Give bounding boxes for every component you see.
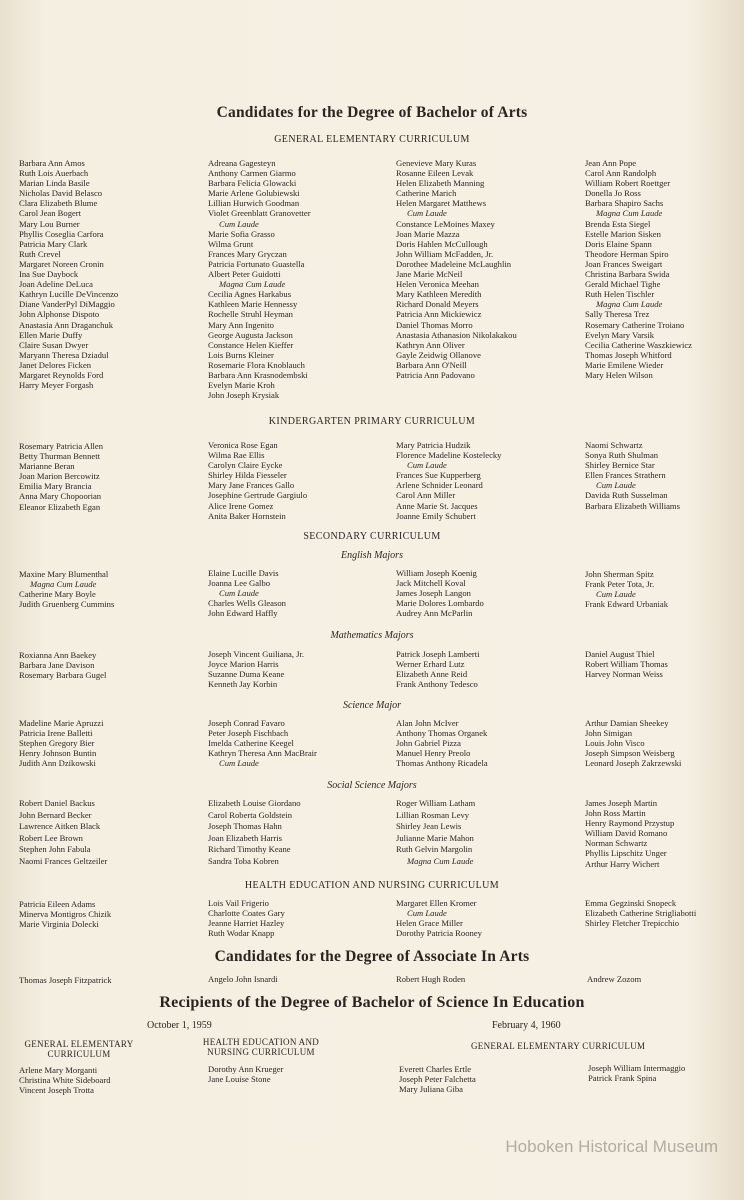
- honors-note: Magna Cum Laude: [30, 579, 97, 590]
- graduate-name: Wilma Rae Ellis: [208, 450, 265, 461]
- graduate-name: Anita Baker Hornstein: [208, 510, 286, 521]
- list-english-col2: [208, 568, 286, 618]
- list-english-col3: [396, 568, 484, 618]
- graduate-name: Barbara Shapiro Sachs: [585, 198, 664, 209]
- graduate-name: Madeline Marie Apruzzi: [19, 718, 104, 728]
- graduate-name: Thomas Anthony Ricadela: [396, 758, 488, 769]
- graduate-name: Sally Theresa Trez: [585, 309, 650, 320]
- graduate-name: Henry Johnson Buntin: [19, 748, 97, 759]
- graduate-name: John William McFadden, Jr.: [396, 248, 494, 259]
- heading-health-nursing: HEALTH EDUCATION AND NURSING CURRICULUM: [244, 880, 500, 891]
- honors-note: Cum Laude: [407, 208, 447, 219]
- heading-science-major: Science Major: [342, 700, 402, 711]
- list-general-elementary-col2: [208, 158, 311, 400]
- graduate-name: Mary Kathleen Meredith: [396, 289, 482, 300]
- bs-heading-health-nursing-line2: NURSING CURRICULUM: [207, 1047, 315, 1057]
- list-kindergarten-col4: [585, 440, 680, 511]
- graduate-name: Shirley Fletcher Trepicchio: [585, 918, 680, 929]
- graduate-name: Rosemarie Flora Knoblauch: [208, 359, 305, 370]
- graduate-name: Joseph Vincent Guiliana, Jr.: [208, 649, 304, 659]
- graduate-name: Carolyn Claire Eycke: [208, 460, 283, 471]
- graduate-name: Julianne Marie Mahon: [396, 832, 474, 843]
- list-math-col2: [208, 649, 304, 689]
- graduate-name: Vincent Joseph Trotta: [19, 1085, 94, 1096]
- graduate-name: Arthur Damian Sheekey: [585, 718, 669, 728]
- graduate-name: Lillian Hurwich Goodman: [208, 198, 300, 209]
- graduate-name: Joseph William Intermaggio: [588, 1063, 686, 1073]
- graduate-name: Jeanne Harriet Hazley: [208, 918, 285, 929]
- graduate-name: Patrick Joseph Lamberti: [396, 649, 480, 659]
- graduate-name: Alice Irene Gomez: [208, 500, 274, 511]
- list-social-col4: [585, 798, 674, 869]
- graduate-name: Arlene Schnider Leonard: [396, 480, 483, 491]
- graduate-name: Harvey Norman Weiss: [585, 669, 663, 680]
- graduate-name: Estelle Marion Sisken: [585, 228, 661, 239]
- graduate-name: Emma Gegzinski Snopeck: [585, 898, 677, 908]
- graduate-name: Ruth Gelvin Margolin: [396, 844, 473, 855]
- graduate-name: Emilia Mary Brancia: [19, 481, 92, 492]
- graduate-name: Constance Helen Kieffer: [208, 339, 294, 350]
- graduate-name: Joan Frances Sweigart: [585, 258, 663, 269]
- heading-social-science-majors: Social Science Majors: [327, 780, 417, 791]
- graduate-name: William David Romano: [585, 828, 668, 839]
- list-science-col3: [396, 718, 488, 768]
- associate-name-2: Angelo John Isnardi: [208, 974, 278, 984]
- graduate-name: Wilma Grunt: [208, 238, 254, 249]
- graduate-name: Barbara Elizabeth Williams: [585, 500, 680, 511]
- honors-note: Magna Cum Laude: [407, 855, 474, 866]
- list-bs-col3: [399, 1064, 476, 1094]
- graduate-name: Doris Elaine Spann: [585, 238, 652, 249]
- bs-heading-general-elementary-line2: CURRICULUM: [47, 1049, 111, 1059]
- graduate-name: Kathleen Marie Hennessy: [208, 299, 298, 310]
- graduate-name: Helen Grace Miller: [396, 918, 463, 929]
- bs-heading-general-elementary-feb: GENERAL ELEMENTARY CURRICULUM: [471, 1041, 646, 1051]
- heading-secondary: SECONDARY CURRICULUM: [303, 531, 441, 542]
- graduate-name: Gerald Michael Tighe: [585, 279, 661, 290]
- graduate-name: Anastasia Athanasion Nikolakakou: [396, 329, 517, 340]
- graduate-name: Shirley Jean Lewis: [396, 821, 462, 832]
- graduate-name: Thomas Joseph Whitford: [585, 349, 672, 360]
- date-february-1960: February 4, 1960: [492, 1020, 561, 1031]
- graduate-name: George Augusta Jackson: [208, 329, 293, 340]
- associate-name-1: Thomas Joseph Fitzpatrick: [19, 975, 112, 985]
- list-health-col3: [396, 898, 482, 938]
- graduate-name: Adreana Gagesteyn: [208, 158, 276, 168]
- list-bs-col4: [588, 1063, 685, 1083]
- list-health-col1: [19, 899, 111, 929]
- graduate-name: Robert Daniel Backus: [19, 798, 95, 808]
- bs-heading-health-nursing-line1: HEALTH EDUCATION AND: [202, 1037, 320, 1047]
- graduate-name: Frank Edward Urbaniak: [585, 599, 669, 610]
- graduate-name: Elizabeth Louise Giordano: [208, 798, 301, 808]
- associate-name-3: Robert Hugh Roden: [396, 974, 466, 984]
- graduate-name: Joseph Thomas Hahn: [208, 821, 282, 832]
- watermark: Hoboken Historical Museum: [505, 1137, 718, 1156]
- graduate-name: Cecilia Agnes Harkabus: [208, 289, 292, 300]
- list-bs-col2: [208, 1064, 283, 1084]
- date-october-1959: October 1, 1959: [147, 1020, 212, 1031]
- graduate-name: Naomi Schwartz: [585, 440, 643, 450]
- honors-note: Cum Laude: [219, 758, 259, 769]
- graduate-name: Richard Donald Meyers: [396, 299, 479, 310]
- graduate-name: Joan Marion Bercowitz: [19, 471, 100, 482]
- graduate-name: Lois Burns Kleiner: [208, 349, 274, 360]
- graduate-name: Patricia Ann Mickiewicz: [396, 309, 482, 320]
- graduate-name: Leonard Joseph Zakrzewski: [585, 758, 682, 769]
- graduate-name: Mary Helen Wilson: [585, 369, 653, 380]
- graduate-name: Patricia Irene Balletti: [19, 728, 93, 739]
- graduate-name: Lawrence Aitken Black: [19, 821, 101, 832]
- graduate-name: Gayle Zeidwig Ollanove: [396, 349, 481, 360]
- graduate-name: Jane Louise Stone: [208, 1074, 271, 1085]
- graduate-name: John Gabriel Pizza: [396, 738, 461, 749]
- graduate-name: Phyllis Lipschitz Unger: [585, 848, 667, 859]
- graduate-name: Theodore Herman Spiro: [585, 248, 669, 259]
- graduate-name: John Edward Haffly: [208, 608, 278, 619]
- graduate-name: James Joseph Langon: [396, 588, 471, 599]
- associate-name-4: Andrew Zozom: [587, 974, 642, 984]
- graduate-name: Patrick Frank Spina: [588, 1073, 657, 1084]
- title-bachelor-of-arts: Candidates for the Degree of Bachelor of Arts: [216, 104, 528, 121]
- graduate-name: Robert Lee Brown: [19, 832, 83, 843]
- graduate-name: Patricia Mary Clark: [19, 238, 88, 249]
- graduate-name: Minerva Montigros Chizik: [19, 909, 112, 920]
- list-math-col1: [19, 650, 106, 680]
- graduate-name: John Joseph Krysiak: [208, 390, 280, 401]
- graduate-name: Joanne Emily Schubert: [396, 510, 476, 521]
- graduate-name: Carol Jean Bogert: [19, 208, 82, 219]
- graduate-name: Jean Ann Pope: [585, 158, 637, 168]
- graduate-name: Ruth Crevel: [19, 248, 61, 259]
- graduate-name: Barbara Felicia Glowacki: [208, 178, 297, 189]
- graduate-name: Roger William Latham: [396, 798, 476, 808]
- graduate-name: Frank Peter Tota, Jr.: [585, 579, 655, 590]
- title-associate-in-arts: Candidates for the Degree of Associate In Arts: [214, 948, 530, 965]
- graduate-name: Norman Schwartz: [585, 838, 648, 849]
- title-bachelor-of-science: Recipients of the Degree of Bachelor of Science In Education: [159, 994, 585, 1011]
- bs-heading-general-elementary-line1: GENERAL ELEMENTARY: [24, 1039, 134, 1049]
- graduate-name: Daniel Thomas Morro: [396, 319, 473, 330]
- honors-note: Cum Laude: [219, 588, 259, 599]
- graduate-name: Marie Sofia Grasso: [208, 228, 275, 239]
- list-health-col4: [585, 898, 696, 928]
- graduate-name: Helen Margaret Matthews: [396, 198, 487, 209]
- graduate-name: Patricia Ann Padovano: [396, 369, 475, 380]
- list-kindergarten-col3: [396, 440, 501, 521]
- graduate-name: Helen Elizabeth Manning: [396, 178, 485, 189]
- graduate-name: Kathryn Ann Oliver: [396, 339, 465, 350]
- graduate-name: Margaret Ellen Kromer: [396, 898, 477, 908]
- graduate-name: Evelyn Mary Varsik: [585, 329, 655, 340]
- graduate-name: Dorothee Madeleine McLaughlin: [396, 258, 512, 269]
- graduate-name: Nicholas David Belasco: [19, 188, 103, 199]
- graduate-name: Sonya Ruth Shulman: [585, 450, 659, 461]
- graduate-name: Diane VanderPyl DiMaggio: [19, 299, 115, 310]
- graduate-name: Kathryn Theresa Ann MacBrair: [208, 748, 317, 759]
- graduate-name: Marie Arlene Golubiewski: [208, 188, 300, 199]
- graduate-name: John Simigan: [585, 728, 633, 739]
- graduate-name: Claire Susan Dwyer: [19, 339, 89, 350]
- list-science-col1: [19, 718, 103, 768]
- list-general-elementary-col1: [19, 158, 118, 390]
- graduate-name: Roxianna Ann Baekey: [19, 650, 97, 660]
- graduate-name: Marie Virginia Dolecki: [19, 919, 99, 930]
- honors-note: Magna Cum Laude: [596, 208, 663, 219]
- bs-heading-health-nursing: [196, 1037, 326, 1057]
- graduate-name: Jack Mitchell Koval: [396, 578, 466, 589]
- heading-mathematics-majors: Mathematics Majors: [330, 630, 414, 641]
- graduate-name: Patricia Eileen Adams: [19, 899, 96, 909]
- graduate-name: Frances Sue Kupperberg: [396, 470, 481, 481]
- list-bs-col1: [19, 1065, 111, 1095]
- graduate-name: Albert Peter Guidotti: [208, 269, 281, 280]
- graduate-name: Jane Marie McNeil: [396, 269, 463, 280]
- graduate-name: Margaret Noreen Cronin: [19, 258, 104, 269]
- graduate-name: Daniel August Thiel: [585, 649, 655, 659]
- list-math-col4: [585, 649, 668, 679]
- heading-kindergarten: KINDERGARTEN PRIMARY CURRICULUM: [268, 416, 476, 427]
- graduate-name: Werner Erhard Lutz: [396, 659, 465, 670]
- graduate-name: Carol Ann Randolph: [585, 168, 657, 179]
- graduate-name: Anna Mary Chopoorian: [19, 491, 102, 502]
- list-social-col1: [19, 798, 107, 868]
- graduate-name: Doris Hahlen McCullough: [396, 238, 488, 249]
- graduate-name: Judith Gruenberg Cummins: [19, 599, 115, 610]
- graduate-name: Elizabeth Catherine Strigliabotti: [585, 908, 697, 919]
- graduate-name: Eleanor Elizabeth Egan: [19, 501, 101, 512]
- graduate-name: James Joseph Martin: [585, 798, 658, 808]
- list-social-col2: [208, 798, 301, 868]
- graduate-name: Mary Ann Ingenito: [208, 319, 274, 330]
- list-health-col2: [208, 898, 285, 938]
- graduate-name: Rosemary Barbara Gugel: [19, 670, 107, 681]
- graduate-name: Charlotte Coates Gary: [208, 908, 285, 919]
- graduate-name: Christina White Sideboard: [19, 1075, 111, 1086]
- graduate-name: Manuel Henry Preolo: [396, 748, 471, 759]
- graduate-name: Joseph Peter Falchetta: [399, 1074, 476, 1085]
- graduate-name: Judith Ann Dzikowski: [19, 758, 96, 769]
- list-general-elementary-col4: [585, 158, 692, 380]
- graduate-name: Genevieve Mary Kuras: [396, 158, 477, 168]
- graduate-name: Florence Madeline Kostelecky: [396, 450, 502, 461]
- graduate-name: Patricia Fortunato Guastella: [208, 258, 305, 269]
- graduate-name: Christina Barbara Swida: [585, 269, 670, 280]
- graduate-name: Ruth Wodar Knapp: [208, 928, 275, 939]
- honors-note: Magna Cum Laude: [219, 279, 286, 290]
- graduate-name: Veronica Rose Egan: [208, 440, 278, 450]
- graduate-name: Dorothy Patricia Rooney: [396, 928, 482, 939]
- graduate-name: Frank Anthony Tedesco: [396, 679, 478, 690]
- graduate-name: Barbara Jane Davison: [19, 660, 95, 671]
- graduate-name: Maxine Mary Blumenthal: [19, 569, 109, 579]
- graduate-name: Imelda Catherine Keegel: [208, 738, 294, 749]
- graduate-name: Marie Emilene Wieder: [585, 359, 664, 370]
- graduate-name: William Joseph Koenig: [396, 568, 477, 578]
- list-science-col4: [585, 718, 681, 768]
- graduate-name: Sandra Toba Kobren: [208, 855, 279, 866]
- graduate-name: Suzanne Duma Keane: [208, 669, 285, 680]
- graduate-name: Catherine Mary Boyle: [19, 589, 96, 600]
- graduate-name: Mary Lou Burner: [19, 218, 80, 229]
- graduate-name: John Alphonse Dispoto: [19, 309, 100, 320]
- graduate-name: Henry Raymond Przystup: [585, 818, 675, 829]
- graduate-name: Constance LeMoines Maxey: [396, 218, 495, 229]
- honors-note: Cum Laude: [219, 218, 259, 229]
- graduate-name: Peter Joseph Fischbach: [208, 728, 289, 739]
- honors-note: Cum Laude: [407, 908, 447, 919]
- graduate-name: Joseph Simpson Weisberg: [585, 748, 675, 759]
- graduate-name: Joyce Marion Harris: [208, 659, 279, 670]
- graduate-name: Anthony Carmen Giarmo: [208, 168, 296, 179]
- graduate-name: Violet Greenblatt Granovetter: [208, 208, 311, 219]
- list-english-col4: [585, 569, 668, 609]
- list-social-col3: [396, 798, 475, 868]
- graduate-name: Rosemary Catherine Troiano: [585, 319, 685, 330]
- graduate-name: Anastasia Ann Draganchuk: [19, 319, 114, 330]
- list-science-col2: [208, 718, 317, 768]
- graduate-name: Everett Charles Ertle: [399, 1064, 472, 1074]
- graduate-name: Brenda Esta Siegel: [585, 218, 651, 229]
- graduate-name: Davida Ruth Susselman: [585, 490, 668, 501]
- honors-note: Cum Laude: [407, 460, 447, 471]
- graduate-name: Ellen Frances Strathern: [585, 470, 666, 481]
- graduate-name: Richard Timothy Keane: [208, 844, 291, 855]
- list-english-col1: [19, 569, 114, 609]
- graduate-name: Shirley Bernice Star: [585, 460, 655, 471]
- graduate-name: John Ross Martin: [585, 808, 646, 819]
- graduate-name: Catherine Marich: [396, 188, 457, 199]
- graduate-name: Marian Linda Basile: [19, 178, 90, 189]
- graduate-name: Naomi Frances Geltzeiler: [19, 855, 108, 866]
- graduate-name: Kathryn Lucille DeVincenzo: [19, 289, 119, 300]
- graduate-name: Stephen John Fabula: [19, 844, 91, 855]
- graduate-name: Cecilia Catherine Waszkiewicz: [585, 339, 693, 350]
- graduate-name: Charles Wells Gleason: [208, 598, 286, 609]
- graduate-name: Harry Meyer Forgash: [19, 380, 94, 391]
- graduate-name: Ina Sue Daybock: [19, 269, 79, 280]
- graduate-name: Barbara Ann Amos: [19, 158, 85, 168]
- graduate-name: Mary Jane Frances Gallo: [208, 480, 295, 491]
- honors-note: Magna Cum Laude: [596, 299, 663, 310]
- graduate-name: Alan John McIver: [396, 718, 459, 728]
- graduate-name: Robert William Thomas: [585, 659, 668, 670]
- honors-note: Cum Laude: [596, 480, 636, 491]
- graduate-name: Donella Jo Ross: [585, 188, 641, 199]
- graduate-name: Barbara Ann O'Neill: [396, 359, 467, 370]
- list-math-col3: [396, 649, 480, 689]
- graduate-name: Rosemary Patricia Allen: [19, 441, 104, 451]
- graduate-name: Joanna Lee Galbo: [208, 578, 271, 589]
- graduate-name: Marie Dolores Lombardo: [396, 598, 484, 609]
- graduate-name: Elaine Lucille Davis: [208, 568, 279, 578]
- graduate-name: Elizabeth Anne Reid: [396, 669, 468, 680]
- graduate-name: Louis John Visco: [585, 738, 645, 749]
- graduate-name: Ellen Marie Duffy: [19, 329, 83, 340]
- graduate-name: Frances Mary Gryczan: [208, 248, 287, 259]
- list-general-elementary-col3: [396, 158, 517, 380]
- graduate-name: Janet Delores Ficken: [19, 359, 92, 370]
- graduate-name: Arlene Mary Morganti: [19, 1065, 98, 1075]
- graduate-name: Maryann Theresa Dziadul: [19, 349, 109, 360]
- graduate-name: Betty Thurman Bennett: [19, 451, 100, 462]
- graduate-name: Helen Veronica Meehan: [396, 279, 479, 290]
- list-kindergarten-col1: [19, 441, 103, 512]
- graduate-name: Margaret Reynolds Ford: [19, 369, 104, 380]
- bs-heading-general-elementary: [19, 1039, 139, 1059]
- graduate-name: William Robert Roettger: [585, 178, 671, 189]
- graduate-name: Rochelle Struhl Heyman: [208, 309, 293, 320]
- graduate-name: Ruth Helen Tischler: [585, 289, 655, 300]
- honors-note: Cum Laude: [596, 589, 636, 600]
- list-kindergarten-col2: [208, 440, 307, 521]
- graduate-name: Rosanne Eileen Levak: [396, 168, 474, 179]
- graduate-name: Lillian Rosman Levy: [396, 809, 470, 820]
- graduate-name: Kenneth Jay Korbin: [208, 679, 278, 690]
- graduate-name: Carol Ann Miller: [396, 490, 456, 501]
- graduate-name: Joan Elizabeth Harris: [208, 832, 282, 843]
- graduate-name: Dorothy Ann Krueger: [208, 1064, 284, 1074]
- graduate-name: Audrey Ann McParlin: [396, 608, 473, 619]
- graduate-name: Marianne Beran: [19, 461, 75, 472]
- graduate-name: Stephen Gregory Bier: [19, 738, 95, 749]
- heading-english-majors: English Majors: [341, 550, 403, 561]
- graduate-name: Ruth Lois Auerbach: [19, 168, 89, 179]
- graduate-name: Mary Patricia Hudzik: [396, 440, 471, 450]
- graduate-name: Lois Vail Frigerio: [208, 898, 269, 908]
- graduate-name: Joan Marie Mazza: [396, 228, 460, 239]
- graduate-name: John Bernard Becker: [19, 809, 92, 820]
- graduate-name: John Sherman Spitz: [585, 569, 654, 579]
- graduate-name: Carol Roberta Goldstein: [208, 809, 293, 820]
- graduate-name: Phyllis Coseglia Carfora: [19, 228, 104, 239]
- graduate-name: Arthur Harry Wichert: [585, 858, 660, 869]
- graduate-name: Clara Elizabeth Blume: [19, 198, 98, 209]
- graduate-name: Anne Marie St. Jacques: [396, 500, 478, 511]
- graduate-name: Mary Juliana Giba: [399, 1084, 463, 1095]
- graduate-name: Joseph Conrad Favaro: [208, 718, 285, 728]
- graduate-name: Josephine Gertrude Gargiulo: [208, 490, 308, 501]
- graduate-name: Shirley Hilda Fiesseler: [208, 470, 287, 481]
- graduate-name: Barbara Ann Krasnodembski: [208, 369, 308, 380]
- heading-general-elementary: GENERAL ELEMENTARY CURRICULUM: [274, 134, 470, 145]
- graduate-name: Anthony Thomas Organek: [396, 728, 488, 739]
- graduate-name: Evelyn Marie Kroh: [208, 380, 275, 391]
- graduate-name: Joan Adeline DeLuca: [19, 279, 93, 290]
